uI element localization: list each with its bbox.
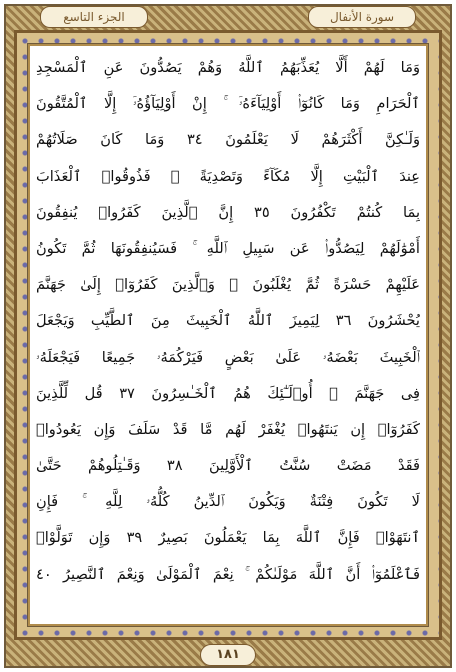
text-line: أَمْوَٰلَهُمْ لِيَصُدُّوا۟ عَن سَبِيلِ ٱللَّهِ ۚ فَسَيُنفِقُونَهَا ثُمَّ تَكُونُ [36, 239, 420, 257]
text-line: عِندَ ٱلْبَيْتِ إِلَّا مُكَآءً وَتَصْدِيَةً ۚ فَذُوقُوا۟ ٱلْعَذَابَ [36, 167, 420, 185]
text-line: عَلَيْهِمْ حَسْرَةً ثُمَّ يُغْلَبُونَ ۗ وَٱلَّذِينَ كَفَرُوٓا۟ إِلَىٰ جَهَنَّمَ [36, 276, 420, 294]
text-line: لَا تَكُونَ فِتْنَةٌ وَيَكُونَ ٱلدِّينُ كُلُّهُۥ لِلَّهِ ۚ فَإِنِ [36, 493, 420, 511]
quran-text-block [36, 50, 420, 593]
surah-header: سورة الأنفال [308, 6, 416, 28]
text-line: ٱلْخَبِيثَ بَعْضَهُۥ عَلَىٰ بَعْضٍ فَيَرْكُمَهُۥ جَمِيعًا فَيَجْعَلَهُۥ [36, 348, 420, 366]
text-line: وَمَا لَهُمْ أَلَّا يُعَذِّبَهُمُ ٱللَّهُ وَهُمْ يَصُدُّونَ عَنِ ٱلْمَسْجِدِ [36, 59, 420, 76]
text-line: ٱلْحَرَامِ وَمَا كَانُوٓا۟ أَوْلِيَآءَهُۥٓ ۚ إِنْ أَوْلِيَآؤُهُۥٓ إِلَّا ٱلْمُتَّقُونَ [36, 95, 420, 113]
juz-header: الجزء التاسع [40, 6, 148, 28]
page-number: ١٨١ [200, 644, 256, 666]
text-line: ٱنتَهَوْا۟ فَإِنَّ ٱللَّهَ بِمَا يَعْمَلُونَ بَصِيرٌ ٣٩ وَإِن تَوَلَّوْا۟ [36, 529, 420, 547]
text-line: فَقَدْ مَضَتْ سُنَّتُ ٱلْأَوَّلِينَ ٣٨ وَقَـٰتِلُوهُمْ حَتَّىٰ [36, 457, 420, 475]
text-line: فَٱعْلَمُوٓا۟ أَنَّ ٱللَّهَ مَوْلَىٰكُمْ ۚ نِعْمَ ٱلْمَوْلَىٰ وَنِعْمَ ٱلنَّصِيرُ ٤٠ [36, 565, 420, 583]
text-line: يُحْشَرُونَ ٣٦ لِيَمِيزَ ٱللَّهُ ٱلْخَبِيثَ مِنَ ٱلطَّيِّبِ وَيَجْعَلَ [36, 312, 420, 330]
text-line: وَلَـٰكِنَّ أَكْثَرَهُمْ لَا يَعْلَمُونَ ٣٤ وَمَا كَانَ صَلَاتُهُمْ [36, 131, 420, 149]
text-line: كَفَرُوٓا۟ إِن يَنتَهُوا۟ يُغْفَرْ لَهُم مَّا قَدْ سَلَفَ وَإِن يَعُودُوا۟ [36, 420, 420, 438]
text-line: بِمَا كُنتُمْ تَكْفُرُونَ ٣٥ إِنَّ ٱلَّذِينَ كَفَرُوا۟ يُنفِقُونَ [36, 203, 420, 221]
text-line: فِى جَهَنَّمَ ۚ أُو۟لَـٰٓئِكَ هُمُ ٱلْخَـٰسِرُونَ ٣٧ قُل لِّلَّذِينَ [36, 384, 420, 402]
